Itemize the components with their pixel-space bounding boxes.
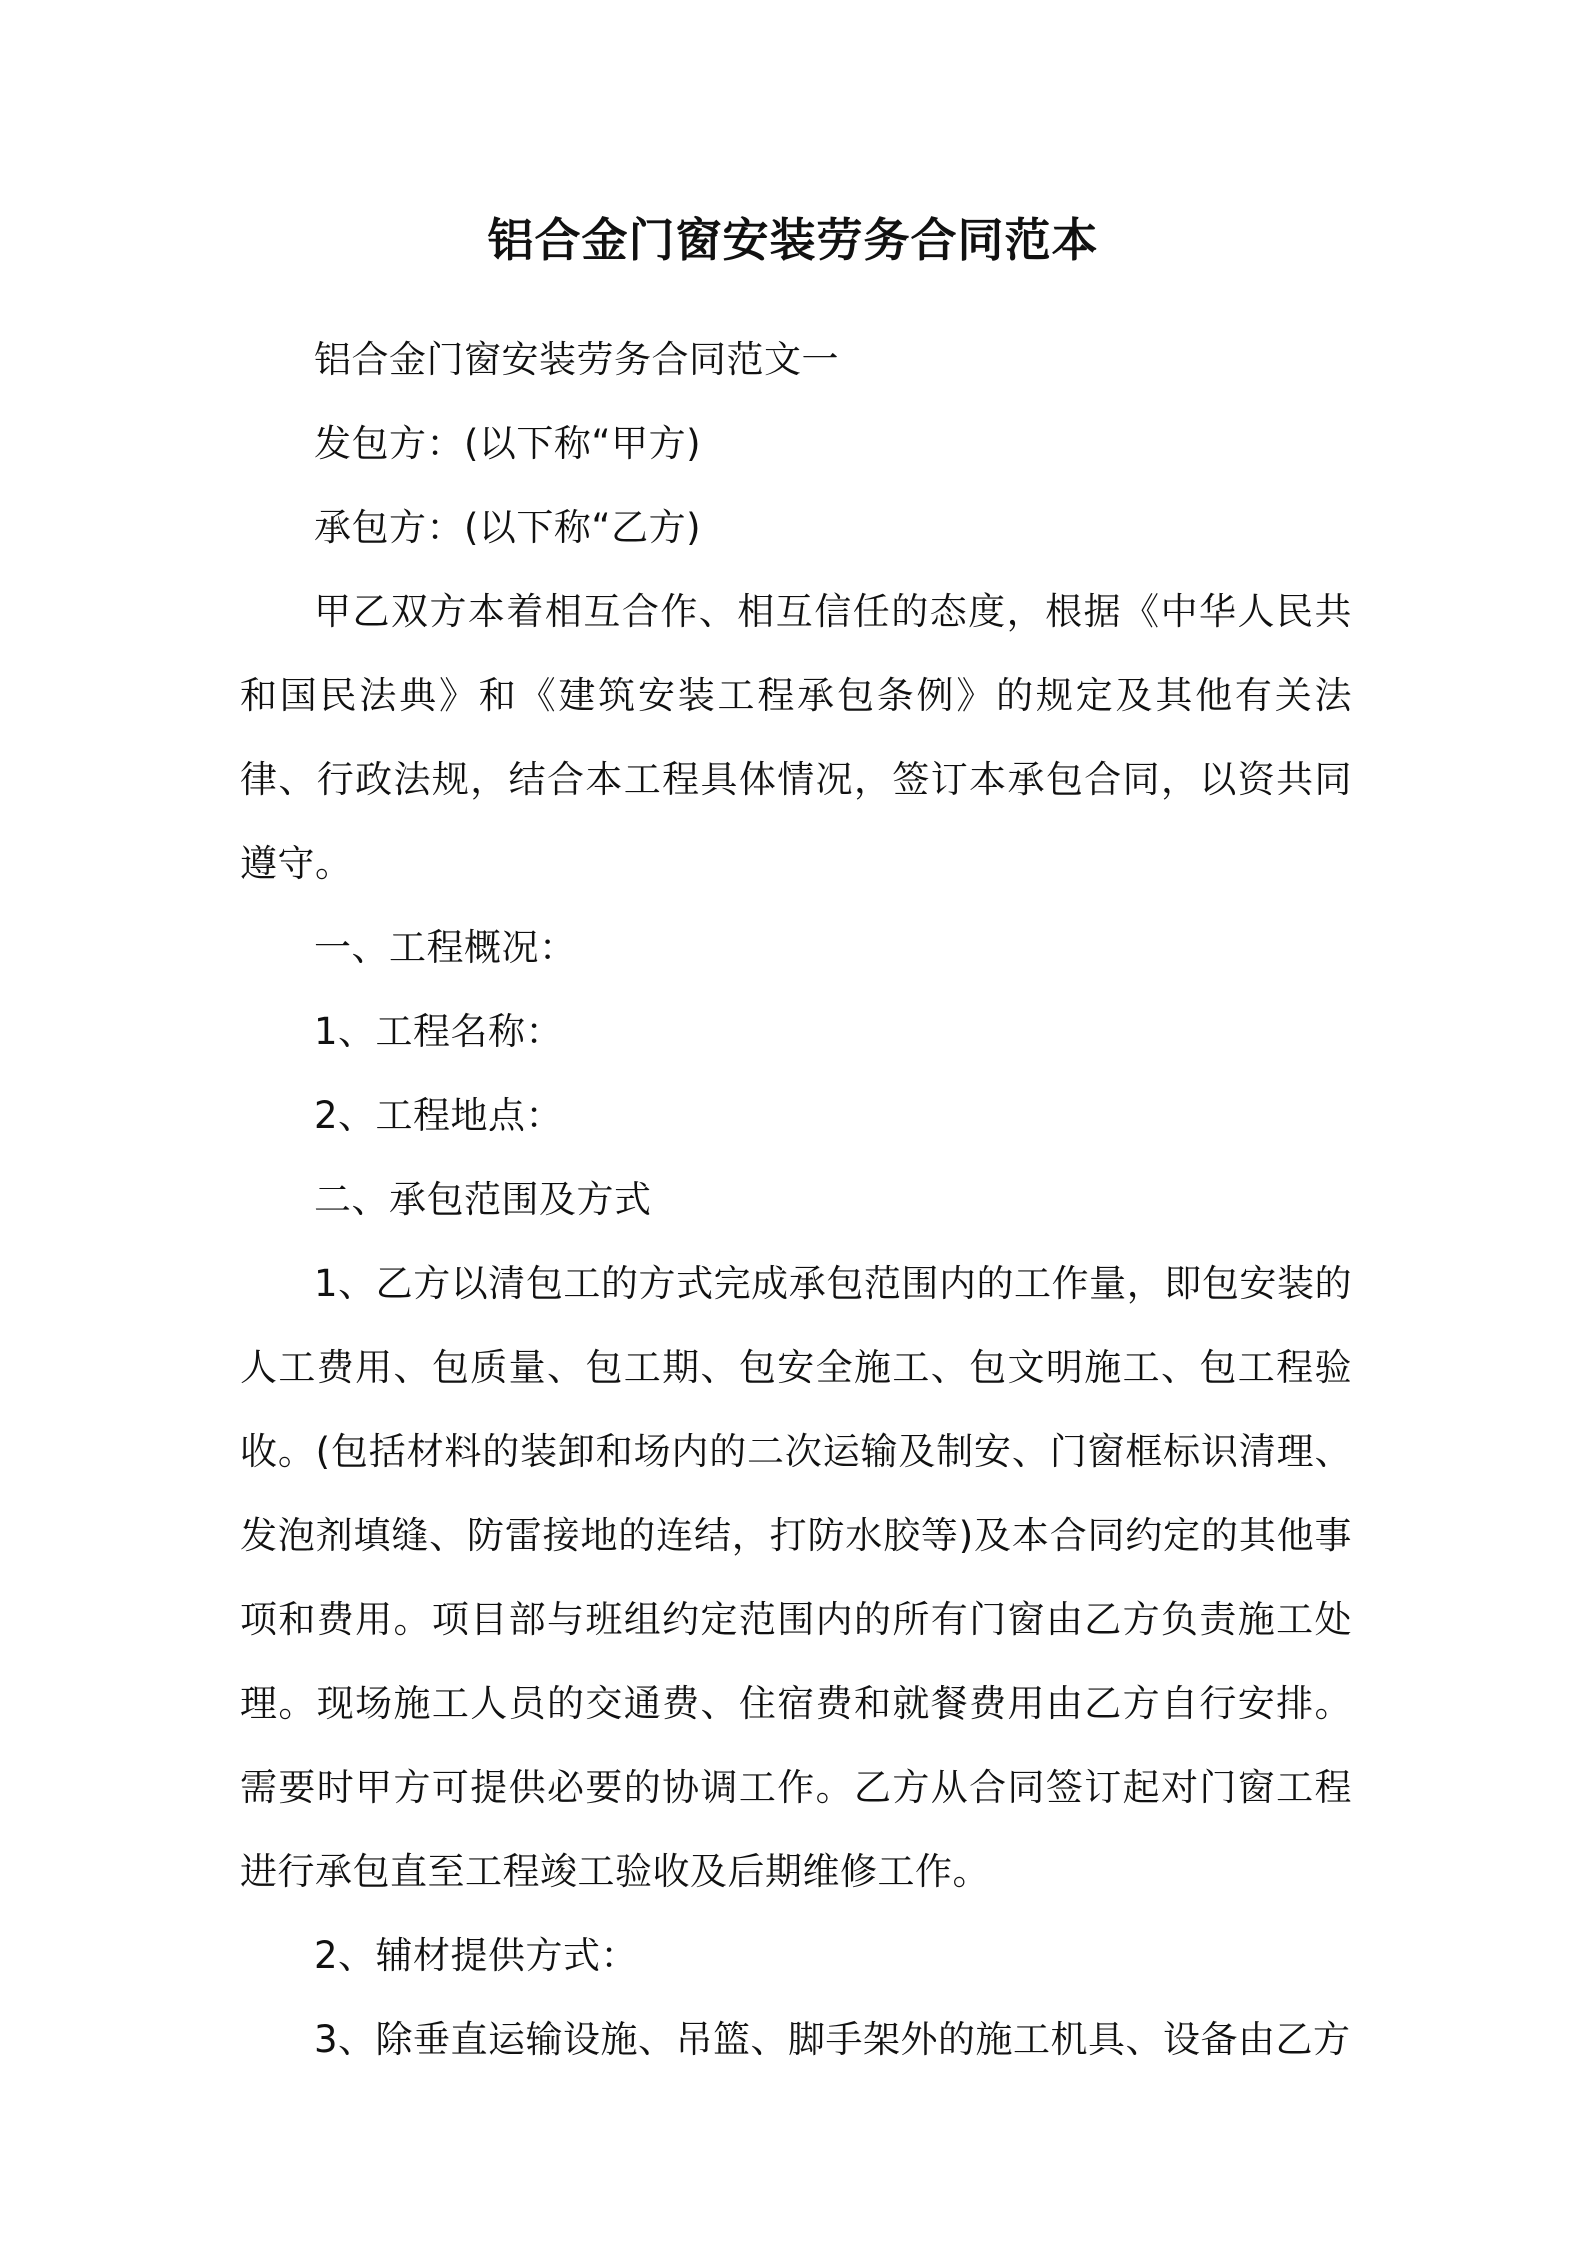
paragraph-project-name: 1、工程名称： [314, 1010, 564, 1053]
paragraph-preamble: 甲乙双方本着相互合作、相互信任的态度，根据《中华人民共和国民法典》和《建筑安装工程承包条例》的规定及其他有关法律、行政法规，结合本工程具体情况，签订本承包合同，以资共同遵守。 [240, 590, 1352, 885]
paragraph-scope-clause-1: 1、乙方以清包工的方式完成承包范围内的工作量，即包安装的人工费用、包质量、包工期、包安全施工、包文明施工、包工程验收。(包括材料的装卸和场内的二次运输及制安、门窗框标识清理、发泡剂填缝、防雷接地的连结，打防水胶等)及本合同约定的其他事项和费用。项目部与班组约定范围内的所有门窗由乙方负责施工处理。现场施工人员的交通费、住宿费和就餐费用由乙方自行安排。需要时甲方可提供必要的协调工作。乙方从合同签订起对门窗工程进行承包直至工程竣工验收及后期维修工作。 [240, 1262, 1352, 1893]
paragraph-scope-clause-2: 2、辅材提供方式： [314, 1934, 639, 1977]
paragraph-project-location: 2、工程地点： [314, 1094, 564, 1137]
paragraph-employer: 发包方：(以下称“甲方) [314, 422, 702, 465]
document-body [240, 318, 1352, 2082]
paragraph-contractor: 承包方：(以下称“乙方) [314, 506, 702, 549]
section-heading-scope: 二、承包范围及方式 [314, 1178, 652, 1221]
document-title: 铝合金门窗安装劳务合同范本 [487, 213, 1099, 267]
paragraph-scope-clause-3: 3、除垂直运输设施、吊篮、脚手架外的施工机具、设备由乙方 [314, 2018, 1351, 2061]
paragraph-subtitle: 铝合金门窗安装劳务合同范文一 [314, 338, 839, 381]
section-heading-overview: 一、工程概况： [314, 926, 577, 969]
